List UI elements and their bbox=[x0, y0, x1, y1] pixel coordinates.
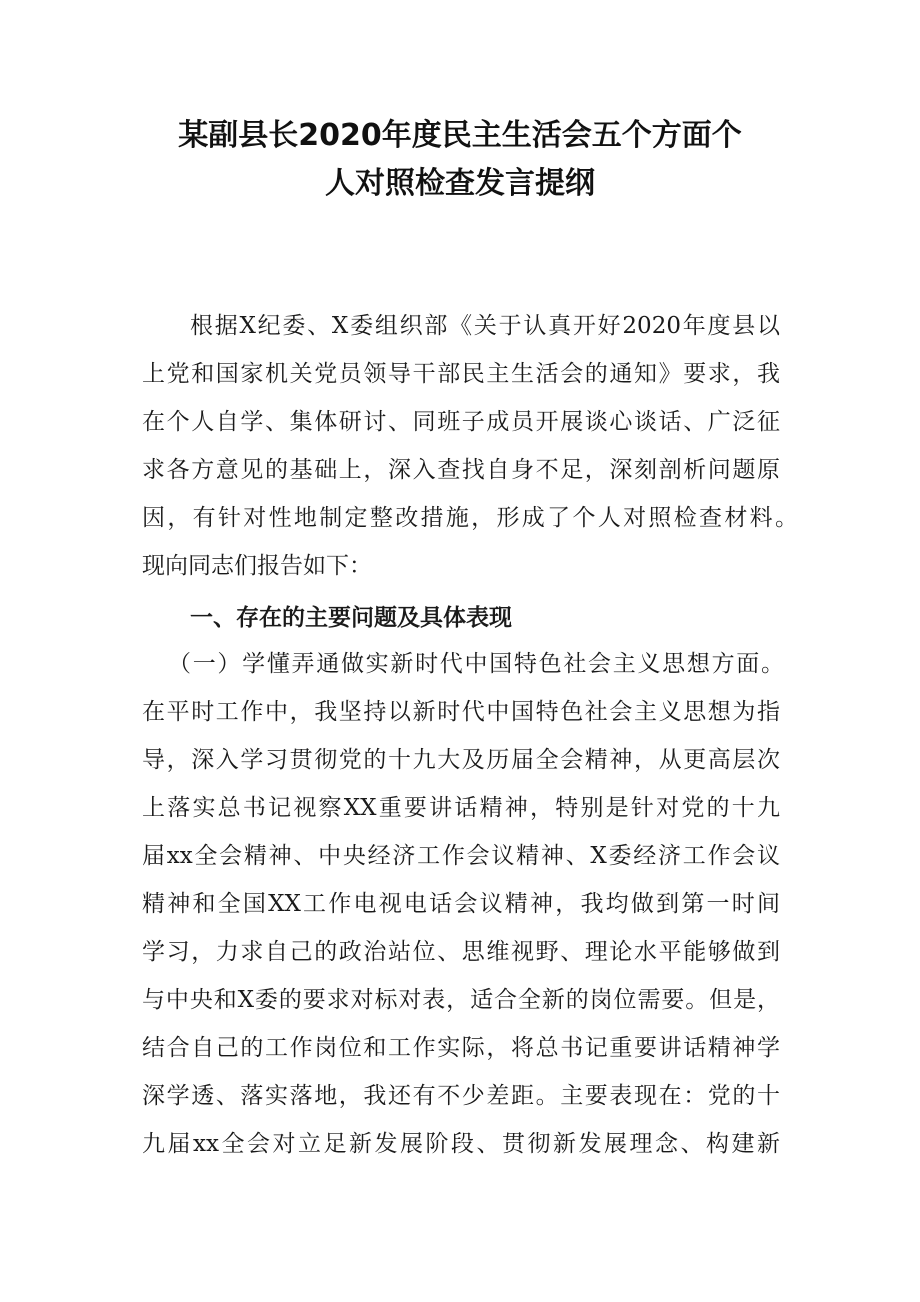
intro-line-2: 上党和国家机关党员领导干部民主生活会的通知》要求，我 bbox=[142, 361, 780, 387]
section-1-line-5: 届xx全会精神、中央经济工作会议精神、X委经济工作会议 bbox=[142, 843, 780, 869]
section-1-line-8: 与中央和X委的要求对标对表，适合全新的岗位需要。但是， bbox=[142, 987, 780, 1013]
document-title-line-1: 某副县长2020年度民主生活会五个方面个 bbox=[178, 118, 742, 153]
section-1-line-7: 学习，力求自己的政治站位、思维视野、理论水平能够做到 bbox=[142, 939, 780, 965]
section-1-line-3: 导，深入学习贯彻党的十九大及历届全会精神，从更高层次 bbox=[142, 747, 780, 773]
section-1-line-6: 精神和全国XX工作电视电话会议精神，我均做到第一时间 bbox=[142, 891, 780, 917]
section-1-heading: 一、存在的主要问题及具体表现 bbox=[190, 605, 512, 631]
section-1-line-4: 上落实总书记视察XX重要讲话精神，特别是针对党的十九 bbox=[142, 795, 780, 821]
intro-line-1: 根据X纪委、X委组织部《关于认真开好2020年度县以 bbox=[190, 313, 780, 339]
section-1-line-2: 在平时工作中，我坚持以新时代中国特色社会主义思想为指 bbox=[142, 699, 780, 725]
intro-line-3: 在个人自学、集体研讨、同班子成员开展谈心谈话、广泛征 bbox=[142, 409, 780, 435]
section-1-line-1: （一）学懂弄通做实新时代中国特色社会主义思想方面。 bbox=[168, 651, 784, 677]
section-1-line-10: 深学透、落实落地，我还有不少差距。主要表现在：党的十 bbox=[142, 1083, 780, 1109]
section-1-line-9: 结合自己的工作岗位和工作实际，将总书记重要讲话精神学 bbox=[142, 1035, 780, 1061]
document-title-line-2: 人对照检查发言提纲 bbox=[325, 166, 595, 201]
section-1-line-11: 九届xx全会对立足新发展阶段、贯彻新发展理念、构建新 bbox=[142, 1131, 780, 1157]
intro-line-4: 求各方意见的基础上，深入查找自身不足，深刻剖析问题原 bbox=[142, 457, 780, 483]
intro-line-6: 现向同志们报告如下： bbox=[142, 553, 372, 579]
intro-line-5: 因，有针对性地制定整改措施，形成了个人对照检查材料。 bbox=[142, 505, 798, 531]
